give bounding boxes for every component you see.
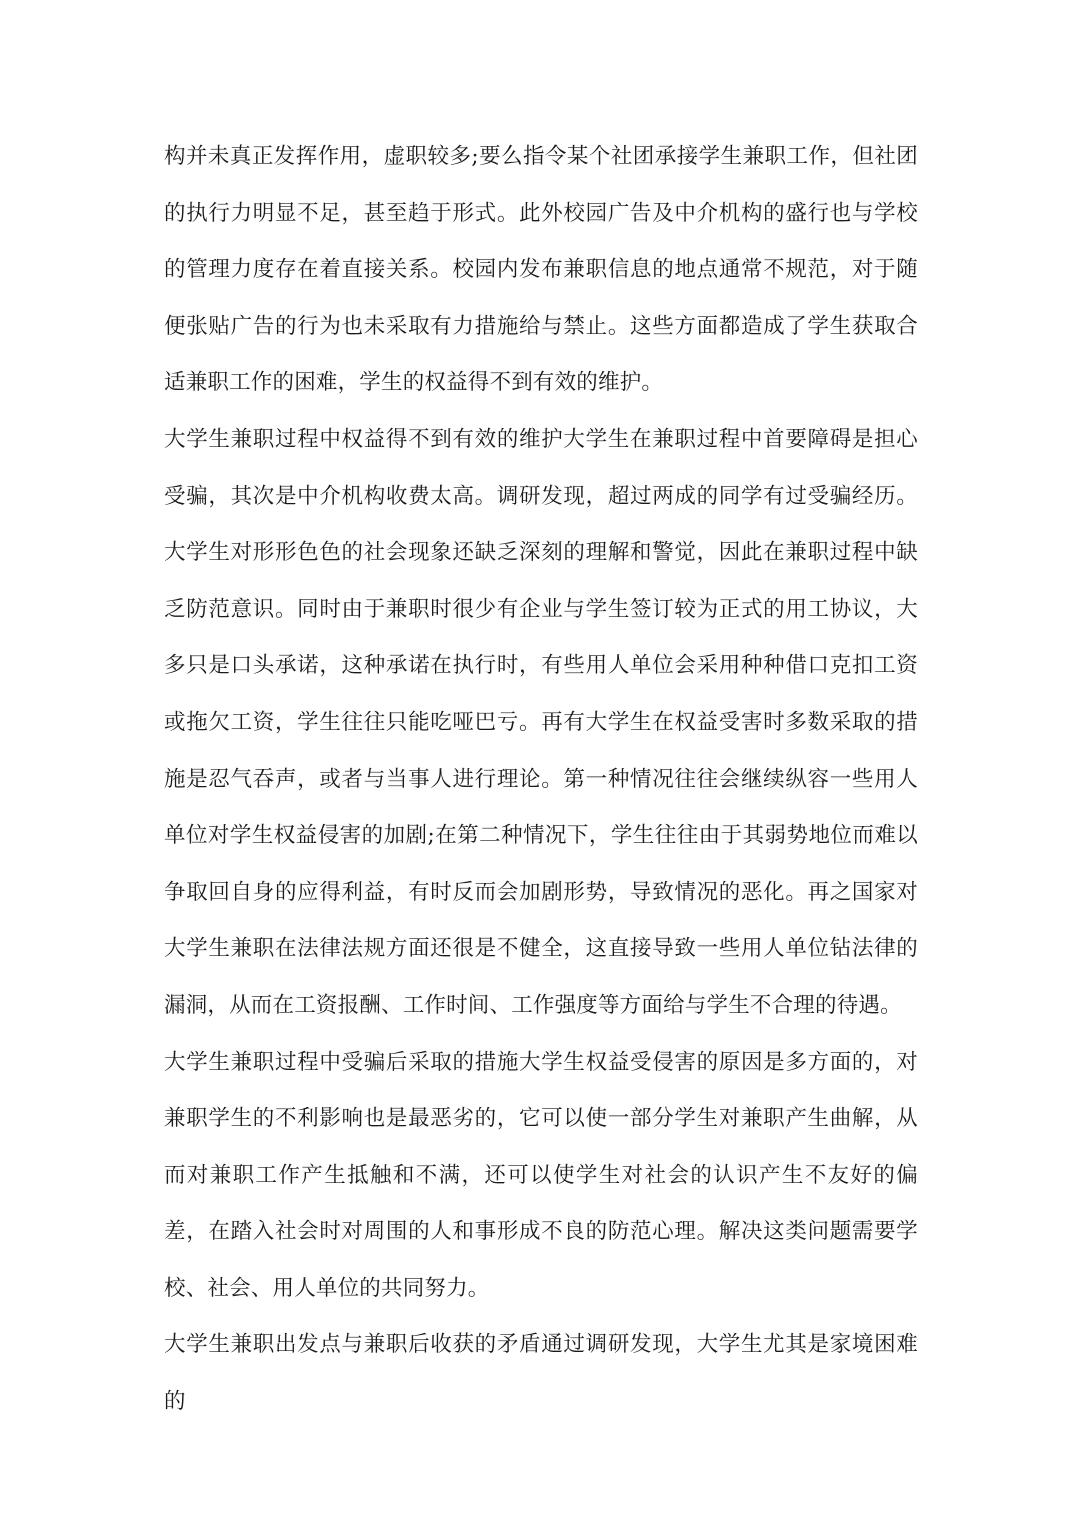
paragraph-1: 构并未真正发挥作用，虚职较多;要么指令某个社团承接学生兼职工作，但社团的执行力明显不足，甚至趋于形式。此外校园广告及中介机构的盛行也与学校的管理力度存在着直接关系。校园内发布兼职信息的地点通常不规范，对于随便张贴广告的行为也未采取有力措施给与禁止。这些方面都造成了学生获取合适兼职工作的困难，学生的权益得不到有效的维护。 bbox=[164, 144, 918, 396]
paragraph-3: 大学生兼职过程中受骗后采取的措施大学生权益受侵害的原因是多方面的，对兼职学生的不利影响也是最恶劣的，它可以使一部分学生对兼职产生曲解，从而对兼职工作产生抵触和不满，还可以使学生对社会的认识产生不友好的偏差，在踏入社会时对周围的人和事形成不良的防范心理。解决这类问题需要学校、社会、用人单位的共同努力。 bbox=[164, 1049, 918, 1301]
paragraph-4: 大学生兼职出发点与兼职后收获的矛盾通过调研发现，大学生尤其是家境困难的 bbox=[164, 1332, 918, 1415]
document-body bbox=[164, 129, 918, 1431]
paragraph-2: 大学生兼职过程中权益得不到有效的维护大学生在兼职过程中首要障碍是担心受骗，其次是中介机构收费太高。调研发现，超过两成的同学有过受骗经历。大学生对形形色色的社会现象还缺乏深刻的理解和警觉，因此在兼职过程中缺乏防范意识。同时由于兼职时很少有企业与学生签订较为正式的用工协议，大多只是口头承诺，这种承诺在执行时，有些用人单位会采用种种借口克扣工资或拖欠工资，学生往往只能吃哑巴亏。再有大学生在权益受害时多数采取的措施是忍气吞声，或者与当事人进行理论。第一种情况往往会继续纵容一些用人单位对学生权益侵害的加剧;在第二种情况下，学生往往由于其弱势地位而难以争取回自身的应得利益，有时反而会加剧形势，导致情况的恶化。再之国家对大学生兼职在法律法规方面还很是不健全，这直接导致一些用人单位钻法律的漏洞，从而在工资报酬、工作时间、工作强度等方面给与学生不合理的待遇。 bbox=[164, 426, 918, 1018]
